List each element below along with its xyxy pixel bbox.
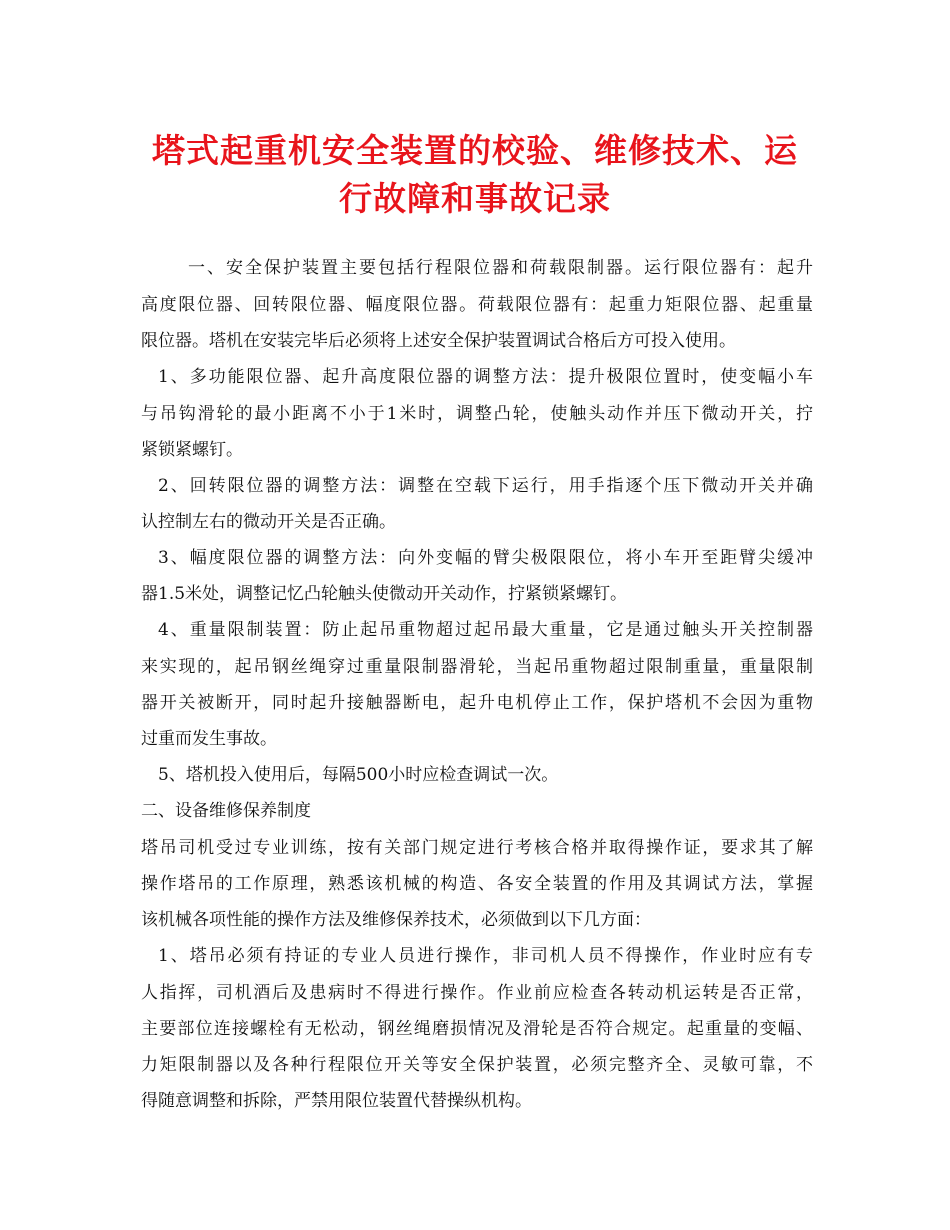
paragraph-line: 器1.5米处，调整记忆凸轮触头使微动开关动作，拧紧锁紧螺钉。	[141, 584, 628, 604]
paragraph-line: 一、安全保护装置主要包括行程限位器和荷载限制器。运行限位器有：起升	[188, 258, 813, 278]
document-title-line-1: 塔式起重机安全装置的校验、维修技术、运	[152, 131, 798, 170]
paragraph-line: 1、多功能限位器、起升高度限位器的调整方法：提升极限位置时，使变幅小车	[158, 367, 813, 387]
paragraph-line: 4、重量限制装置：防止起吊重物超过起吊最大重量，它是通过触头开关控制器	[158, 620, 813, 640]
paragraph-line: 认控制左右的微动开关是否正确。	[141, 512, 396, 532]
paragraph-line: 力矩限制器以及各种行程限位开关等安全保护装置，必须完整齐全、灵敏可靠，不	[141, 1055, 813, 1075]
paragraph-line: 与吊钩滑轮的最小距离不小于1米时，调整凸轮，使触头动作并压下微动开关，拧	[141, 404, 813, 424]
document-title-line-2: 行故障和事故记录	[339, 179, 611, 218]
paragraph-line: 限位器。塔机在安装完毕后必须将上述安全保护装置调试合格后方可投入使用。	[141, 331, 736, 351]
paragraph-line: 紧锁紧螺钉。	[141, 440, 243, 460]
paragraph-line: 操作塔吊的工作原理，熟悉该机械的构造、各安全装置的作用及其调试方法，掌握	[141, 874, 813, 894]
paragraph-line: 来实现的，起吊钢丝绳穿过重量限制器滑轮，当起吊重物超过限制重量，重量限制	[141, 657, 813, 677]
paragraph-line: 器开关被断开，同时起升接触器断电，起升电机停止工作，保护塔机不会因为重物	[141, 693, 813, 713]
paragraph-line: 高度限位器、回转限位器、幅度限位器。荷载限位器有：起重力矩限位器、起重量	[141, 295, 813, 315]
paragraph-line: 人指挥，司机酒后及患病时不得进行操作。作业前应检查各转动机运转是否正常，	[141, 983, 813, 1003]
paragraph-line: 得随意调整和拆除，严禁用限位装置代替操纵机构。	[141, 1091, 532, 1111]
paragraph-line: 3、幅度限位器的调整方法：向外变幅的臂尖极限限位，将小车开至距臂尖缓冲	[158, 548, 813, 568]
paragraph-line: 主要部位连接螺栓有无松动，钢丝绳磨损情况及滑轮是否符合规定。起重量的变幅、	[141, 1019, 813, 1039]
section-heading: 二、设备维修保养制度	[141, 801, 311, 821]
paragraph-line: 该机械各项性能的操作方法及维修保养技术，必须做到以下几方面：	[141, 910, 651, 930]
paragraph-line: 1、塔吊必须有持证的专业人员进行操作，非司机人员不得操作，作业时应有专	[158, 946, 813, 966]
paragraph-line: 2、回转限位器的调整方法：调整在空载下运行，用手指逐个压下微动开关并确	[158, 476, 813, 496]
paragraph-line: 5、塔机投入使用后，每隔500小时应检查调试一次。	[158, 765, 559, 785]
paragraph-line: 塔吊司机受过专业训练，按有关部门规定进行考核合格并取得操作证，要求其了解	[141, 838, 813, 858]
paragraph-line: 过重而发生事故。	[141, 729, 277, 749]
